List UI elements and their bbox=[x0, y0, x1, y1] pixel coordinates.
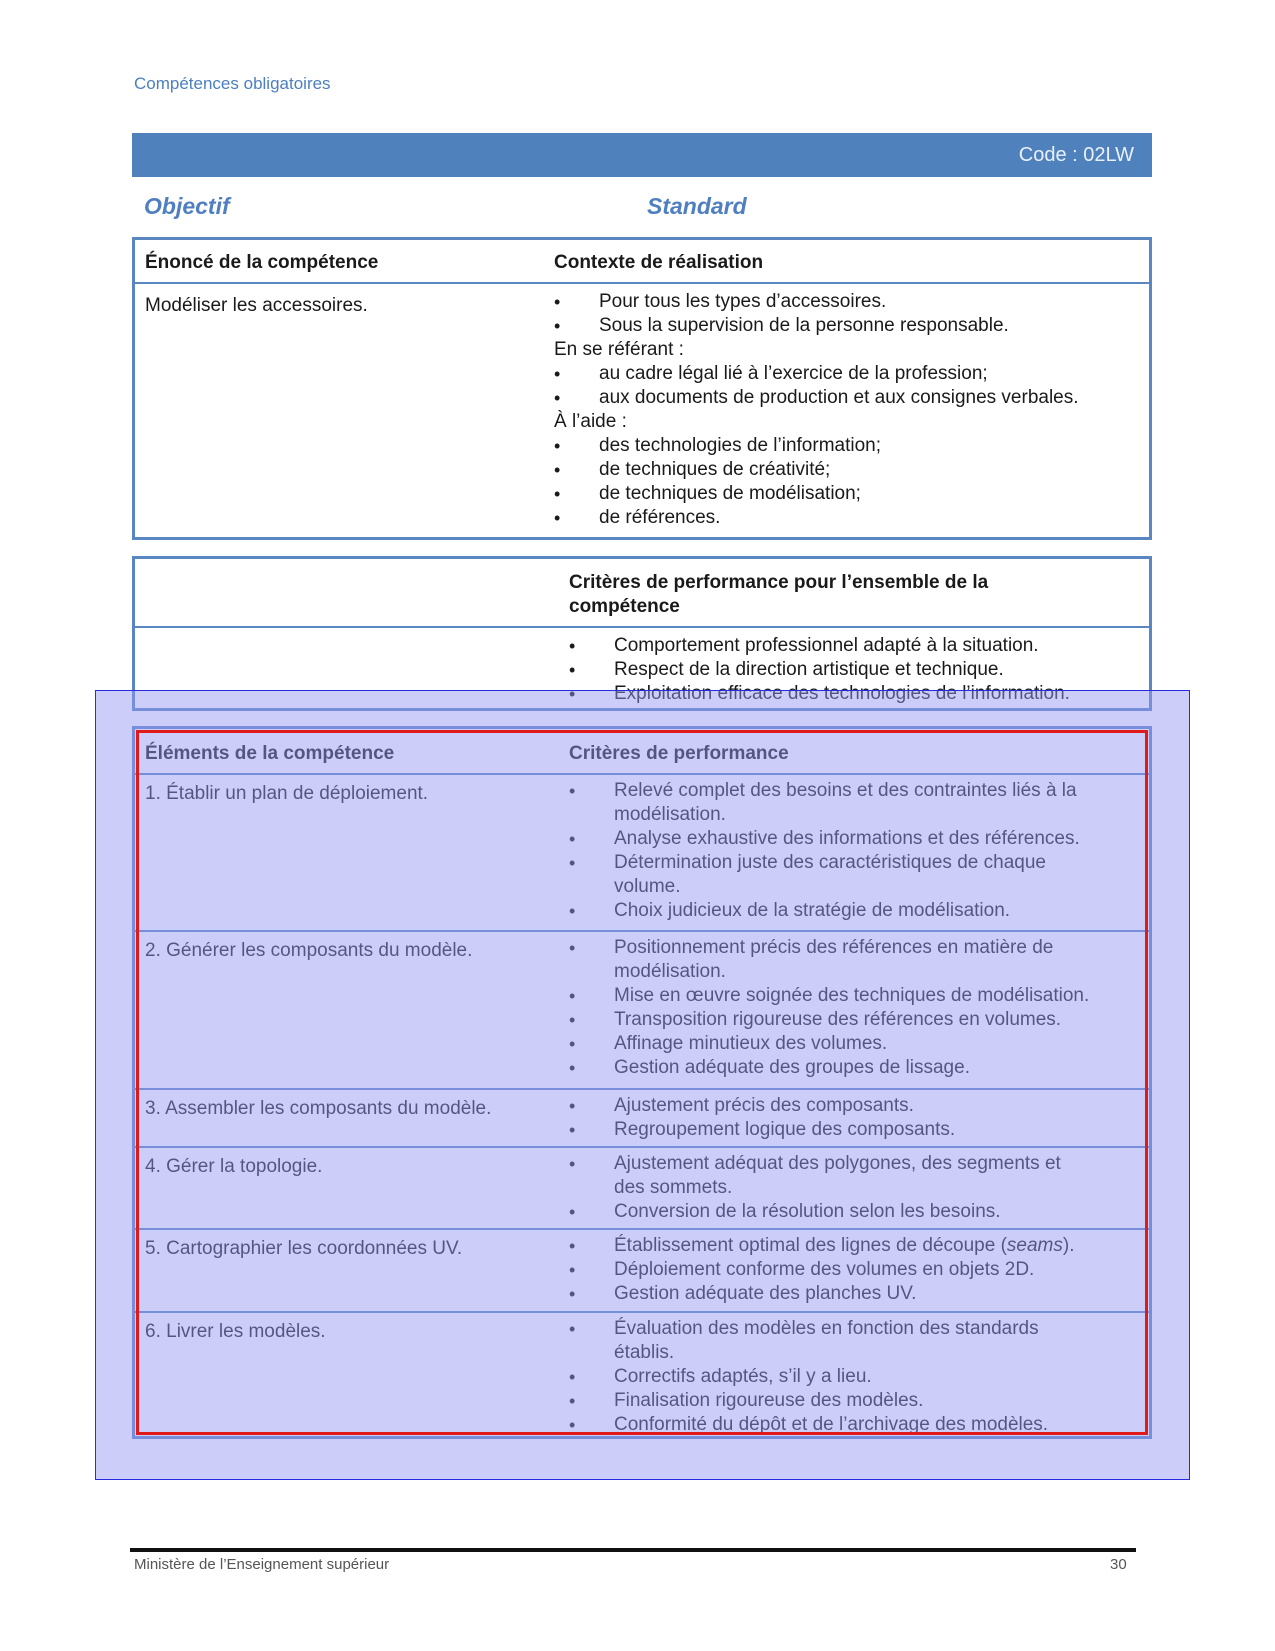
statement-context-table bbox=[132, 237, 1152, 540]
criteria-block-3 bbox=[569, 1094, 1084, 1142]
page-number: 30 bbox=[1110, 1556, 1127, 1573]
element-5: 5. Cartographier les coordonnées UV. bbox=[145, 1238, 463, 1259]
criteria-block-5 bbox=[569, 1234, 1109, 1306]
code-bar bbox=[132, 133, 1152, 177]
list-item: • Analyse exhaustive des informations et des références. bbox=[569, 827, 1084, 851]
criteria-list-5 bbox=[569, 1234, 1109, 1306]
context-subheading: À l’aide : bbox=[554, 411, 627, 432]
list-item: • aux documents de production et aux consignes verbales. bbox=[554, 386, 1144, 410]
list-item: • Sous la supervision de la personne responsable. bbox=[554, 314, 1144, 338]
criteria-text-end: ). bbox=[1062, 1235, 1075, 1256]
list-item bbox=[569, 1234, 1109, 1258]
list-item: • au cadre légal lié à l’exercice de la profession; bbox=[554, 362, 1144, 386]
list-item: • de techniques de créativité; bbox=[554, 458, 1144, 482]
context-list-b bbox=[554, 362, 1144, 410]
element-3: 3. Assembler les composants du modèle. bbox=[145, 1098, 492, 1119]
list-item: • Évaluation des modèles en fonction des standards établis. bbox=[569, 1317, 1084, 1365]
row-divider bbox=[135, 1311, 1149, 1313]
element-4: 4. Gérer la topologie. bbox=[145, 1156, 323, 1177]
element-1: 1. Établir un plan de déploiement. bbox=[145, 783, 429, 804]
list-item: • Détermination juste des caractéristiques de chaque volume. bbox=[569, 851, 1084, 899]
criteria-italic-term: seams bbox=[1006, 1235, 1063, 1256]
row-divider bbox=[135, 1088, 1149, 1090]
overall-criteria-list bbox=[569, 634, 1144, 706]
list-item: • Transposition rigoureuse des références en volumes. bbox=[569, 1008, 1084, 1032]
context-header: Contexte de réalisation bbox=[554, 252, 764, 273]
list-item: • Conformité du dépôt et de l’archivage des modèles. bbox=[569, 1413, 1084, 1437]
list-item: • de techniques de modélisation; bbox=[554, 482, 1144, 506]
list-item: • Exploitation efficace des technologies de l’information. bbox=[569, 682, 1144, 706]
list-item: • Pour tous les types d’accessoires. bbox=[554, 290, 1144, 314]
list-item: • Regroupement logique des composants. bbox=[569, 1118, 1084, 1142]
elements-criteria-table bbox=[132, 726, 1152, 1439]
context-list-a bbox=[554, 290, 1144, 338]
overall-criteria-block bbox=[569, 634, 1144, 706]
footer-rule bbox=[130, 1548, 1136, 1552]
list-item: • Conversion de la résolution selon les besoins. bbox=[569, 1200, 1084, 1224]
list-item: • Correctifs adaptés, s’il y a lieu. bbox=[569, 1365, 1084, 1389]
list-item: • Déploiement conforme des volumes en objets 2D. bbox=[569, 1258, 1109, 1282]
criteria-header: Critères de performance bbox=[569, 743, 789, 764]
list-item: • Ajustement adéquat des polygones, des segments et des sommets. bbox=[569, 1152, 1084, 1200]
element-2: 2. Générer les composants du modèle. bbox=[145, 940, 473, 961]
overall-criteria-table bbox=[132, 556, 1152, 711]
row-divider bbox=[135, 1228, 1149, 1230]
list-item: • Mise en œuvre soignée des techniques de modélisation. bbox=[569, 984, 1084, 1008]
criteria-list-2 bbox=[569, 936, 1090, 1080]
context-block bbox=[554, 290, 1144, 530]
row-divider bbox=[135, 930, 1149, 932]
list-item: • Gestion adéquate des planches UV. bbox=[569, 1282, 1109, 1306]
footer-ministry: Ministère de l’Enseignement supérieur bbox=[134, 1556, 390, 1573]
overall-criteria-header: Critères de performance pour l’ensemble de la compétence bbox=[569, 572, 989, 617]
list-item: • Gestion adéquate des groupes de lissage. bbox=[569, 1056, 1084, 1080]
list-item: • Comportement professionnel adapté à la situation. bbox=[569, 634, 1144, 658]
criteria-list-4 bbox=[569, 1152, 1084, 1224]
statement-header: Énoncé de la compétence bbox=[145, 252, 379, 273]
list-item: • Respect de la direction artistique et technique. bbox=[569, 658, 1144, 682]
list-item: • des technologies de l’information; bbox=[554, 434, 1144, 458]
standard-label: Standard bbox=[647, 193, 747, 219]
context-list-c bbox=[554, 434, 1144, 530]
objective-label: Objectif bbox=[144, 193, 230, 219]
page-header-label: Compétences obligatoires bbox=[134, 74, 331, 93]
criteria-block-6 bbox=[569, 1317, 1084, 1437]
context-subheading: En se référant : bbox=[554, 339, 684, 360]
list-item: • Choix judicieux de la stratégie de modélisation. bbox=[569, 899, 1084, 923]
elements-header: Éléments de la compétence bbox=[145, 743, 395, 764]
element-6: 6. Livrer les modèles. bbox=[145, 1321, 326, 1342]
list-item: • Ajustement précis des composants. bbox=[569, 1094, 1084, 1118]
list-item: • Positionnement précis des références en matière de modélisation. bbox=[569, 936, 1084, 984]
criteria-block-1 bbox=[569, 779, 1084, 923]
competency-statement: Modéliser les accessoires. bbox=[145, 295, 368, 316]
competency-code: Code : 02LW bbox=[1018, 144, 1134, 166]
list-item: • Relevé complet des besoins et des contraintes liés à la modélisation. bbox=[569, 779, 1084, 827]
criteria-block-2 bbox=[569, 936, 1090, 1080]
list-item: • de références. bbox=[554, 506, 1144, 530]
criteria-text: Établissement optimal des lignes de découpe ( bbox=[614, 1235, 1007, 1256]
row-divider bbox=[135, 1146, 1149, 1148]
list-item: • Finalisation rigoureuse des modèles. bbox=[569, 1389, 1084, 1413]
table-divider bbox=[135, 282, 1149, 284]
list-item: • Affinage minutieux des volumes. bbox=[569, 1032, 1084, 1056]
table-divider bbox=[135, 773, 1149, 775]
criteria-block-4 bbox=[569, 1152, 1084, 1224]
table-divider bbox=[135, 626, 1149, 628]
criteria-list-6 bbox=[569, 1317, 1084, 1437]
criteria-list-1 bbox=[569, 779, 1084, 923]
criteria-list-3 bbox=[569, 1094, 1084, 1142]
